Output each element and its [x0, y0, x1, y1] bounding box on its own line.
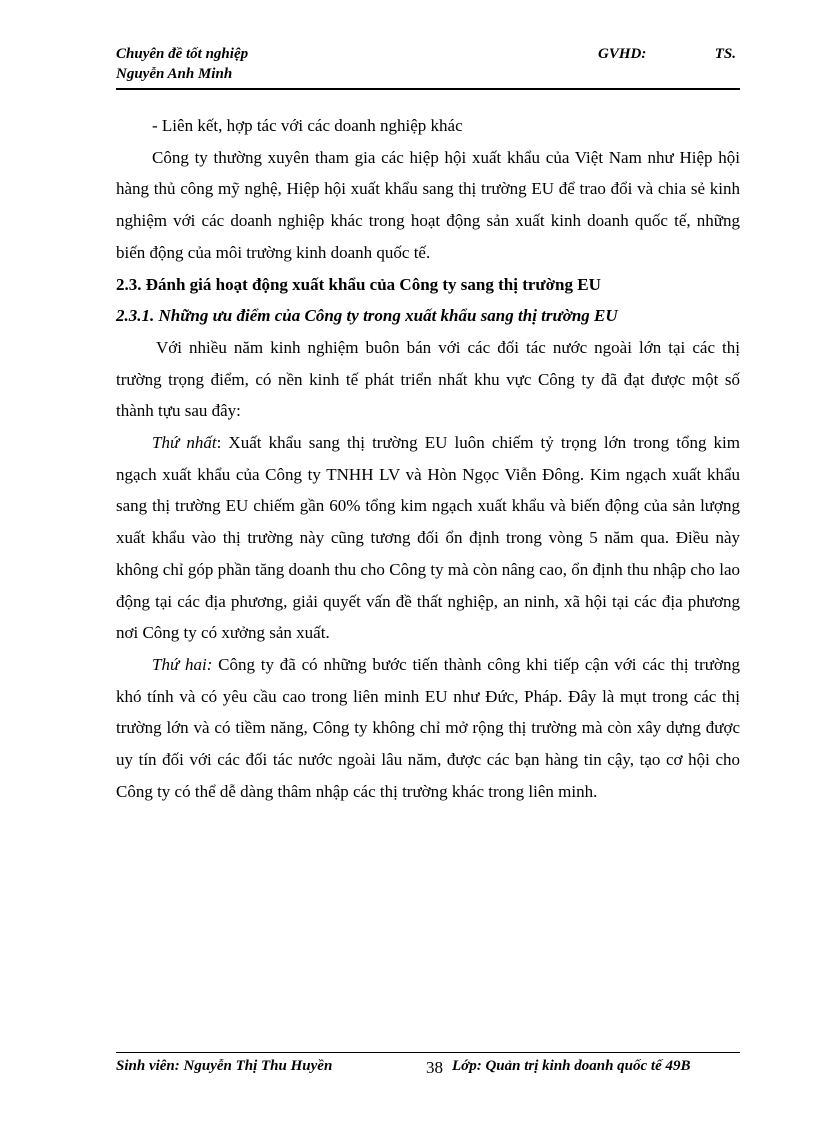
subsection-heading: 2.3.1. Những ưu điểm của Công ty trong xuất khẩu sang thị trường EU	[116, 306, 618, 326]
paragraph-lead: Thứ nhất	[152, 433, 217, 453]
header-thesis-title: Chuyên đề tốt nghiệp	[116, 46, 249, 62]
paragraph	[116, 649, 740, 808]
page-footer	[116, 1056, 740, 1080]
paragraph: Với nhiều năm kinh nghiệm buôn bán với các đối tác nước ngoài lớn tại các thị trường trọng điểm, có nền kinh tế phát triển nhất khu vực Công ty đã đạt được một số thành tựu sau đây:	[116, 337, 740, 421]
paragraph-lead: Thứ hai:	[152, 654, 213, 674]
header-supervisor-label: GVHD:	[598, 46, 647, 62]
footer-student: Sinh viên: Nguyễn Thị Thu Huyền	[116, 1058, 333, 1074]
page-number: 38	[426, 1058, 443, 1077]
header-supervisor-name: Nguyễn Anh Minh	[116, 66, 233, 82]
footer-rule	[116, 1052, 740, 1053]
section-heading: 2.3. Đánh giá hoạt động xuất khẩu của Công ty sang thị trường EU	[116, 274, 601, 294]
paragraph	[116, 427, 740, 649]
page-body	[116, 110, 740, 807]
paragraph-text: : Xuất khẩu sang thị trường EU luôn chiếm tỷ trọng lớn trong tổng kim ngạch xuất khẩu của Công ty TNHH LV và Hòn Ngọc Viễn Đông. Kim ngạch xuất khẩu sang thị trường EU chiếm gần 60% tổng kim ngạch xuất khẩu và biến động của sản lượng xuất khẩu vào thị trường này cũng tương đối ổn định trong vòng 5 năm qua. Điều này không chỉ góp phần tăng doanh thu cho Công ty mà còn nâng cao, ổn định thu nhập cho lao động tại các địa phương, giải quyết vấn đề thất nghiệp, an ninh, xã hội tại các địa phương nơi Công ty có xưởng sản xuất.	[116, 433, 741, 643]
footer-class: Lớp: Quản trị kinh doanh quốc tế 49B	[452, 1058, 691, 1074]
paragraph-text: Công ty đã có những bước tiến thành công khi tiếp cận với các thị trường khó tính và có yêu cầu cao trong liên minh EU như Đức, Pháp. Đây là mụt trong các thị trường lớn và có tiềm năng, Công ty không chỉ mở rộng thị trường mà còn xây dựng được uy tín đối với các đối tác nước ngoài lâu năm, được các bạn hàng tin cậy, tạo cơ hội cho Công ty có thể dễ dàng thâm nhập các thị trường khác trong liên minh.	[116, 654, 740, 801]
paragraph: Công ty thường xuyên tham gia các hiệp hội xuất khẩu của Việt Nam như Hiệp hội hàng thủ công mỹ nghệ, Hiệp hội xuất khẩu sang thị trường EU để trao đổi và chia sẻ kinh nghiệm với các doanh nghiệp khác trong hoạt động sản xuất kinh doanh quốc tế, những biến động của môi trường kinh doanh quốc tế.	[116, 147, 740, 262]
header-title-abbr: TS.	[714, 46, 736, 62]
page-header	[116, 44, 740, 90]
header-rule	[116, 88, 740, 90]
paragraph: - Liên kết, hợp tác với các doanh nghiệp khác	[152, 116, 463, 135]
